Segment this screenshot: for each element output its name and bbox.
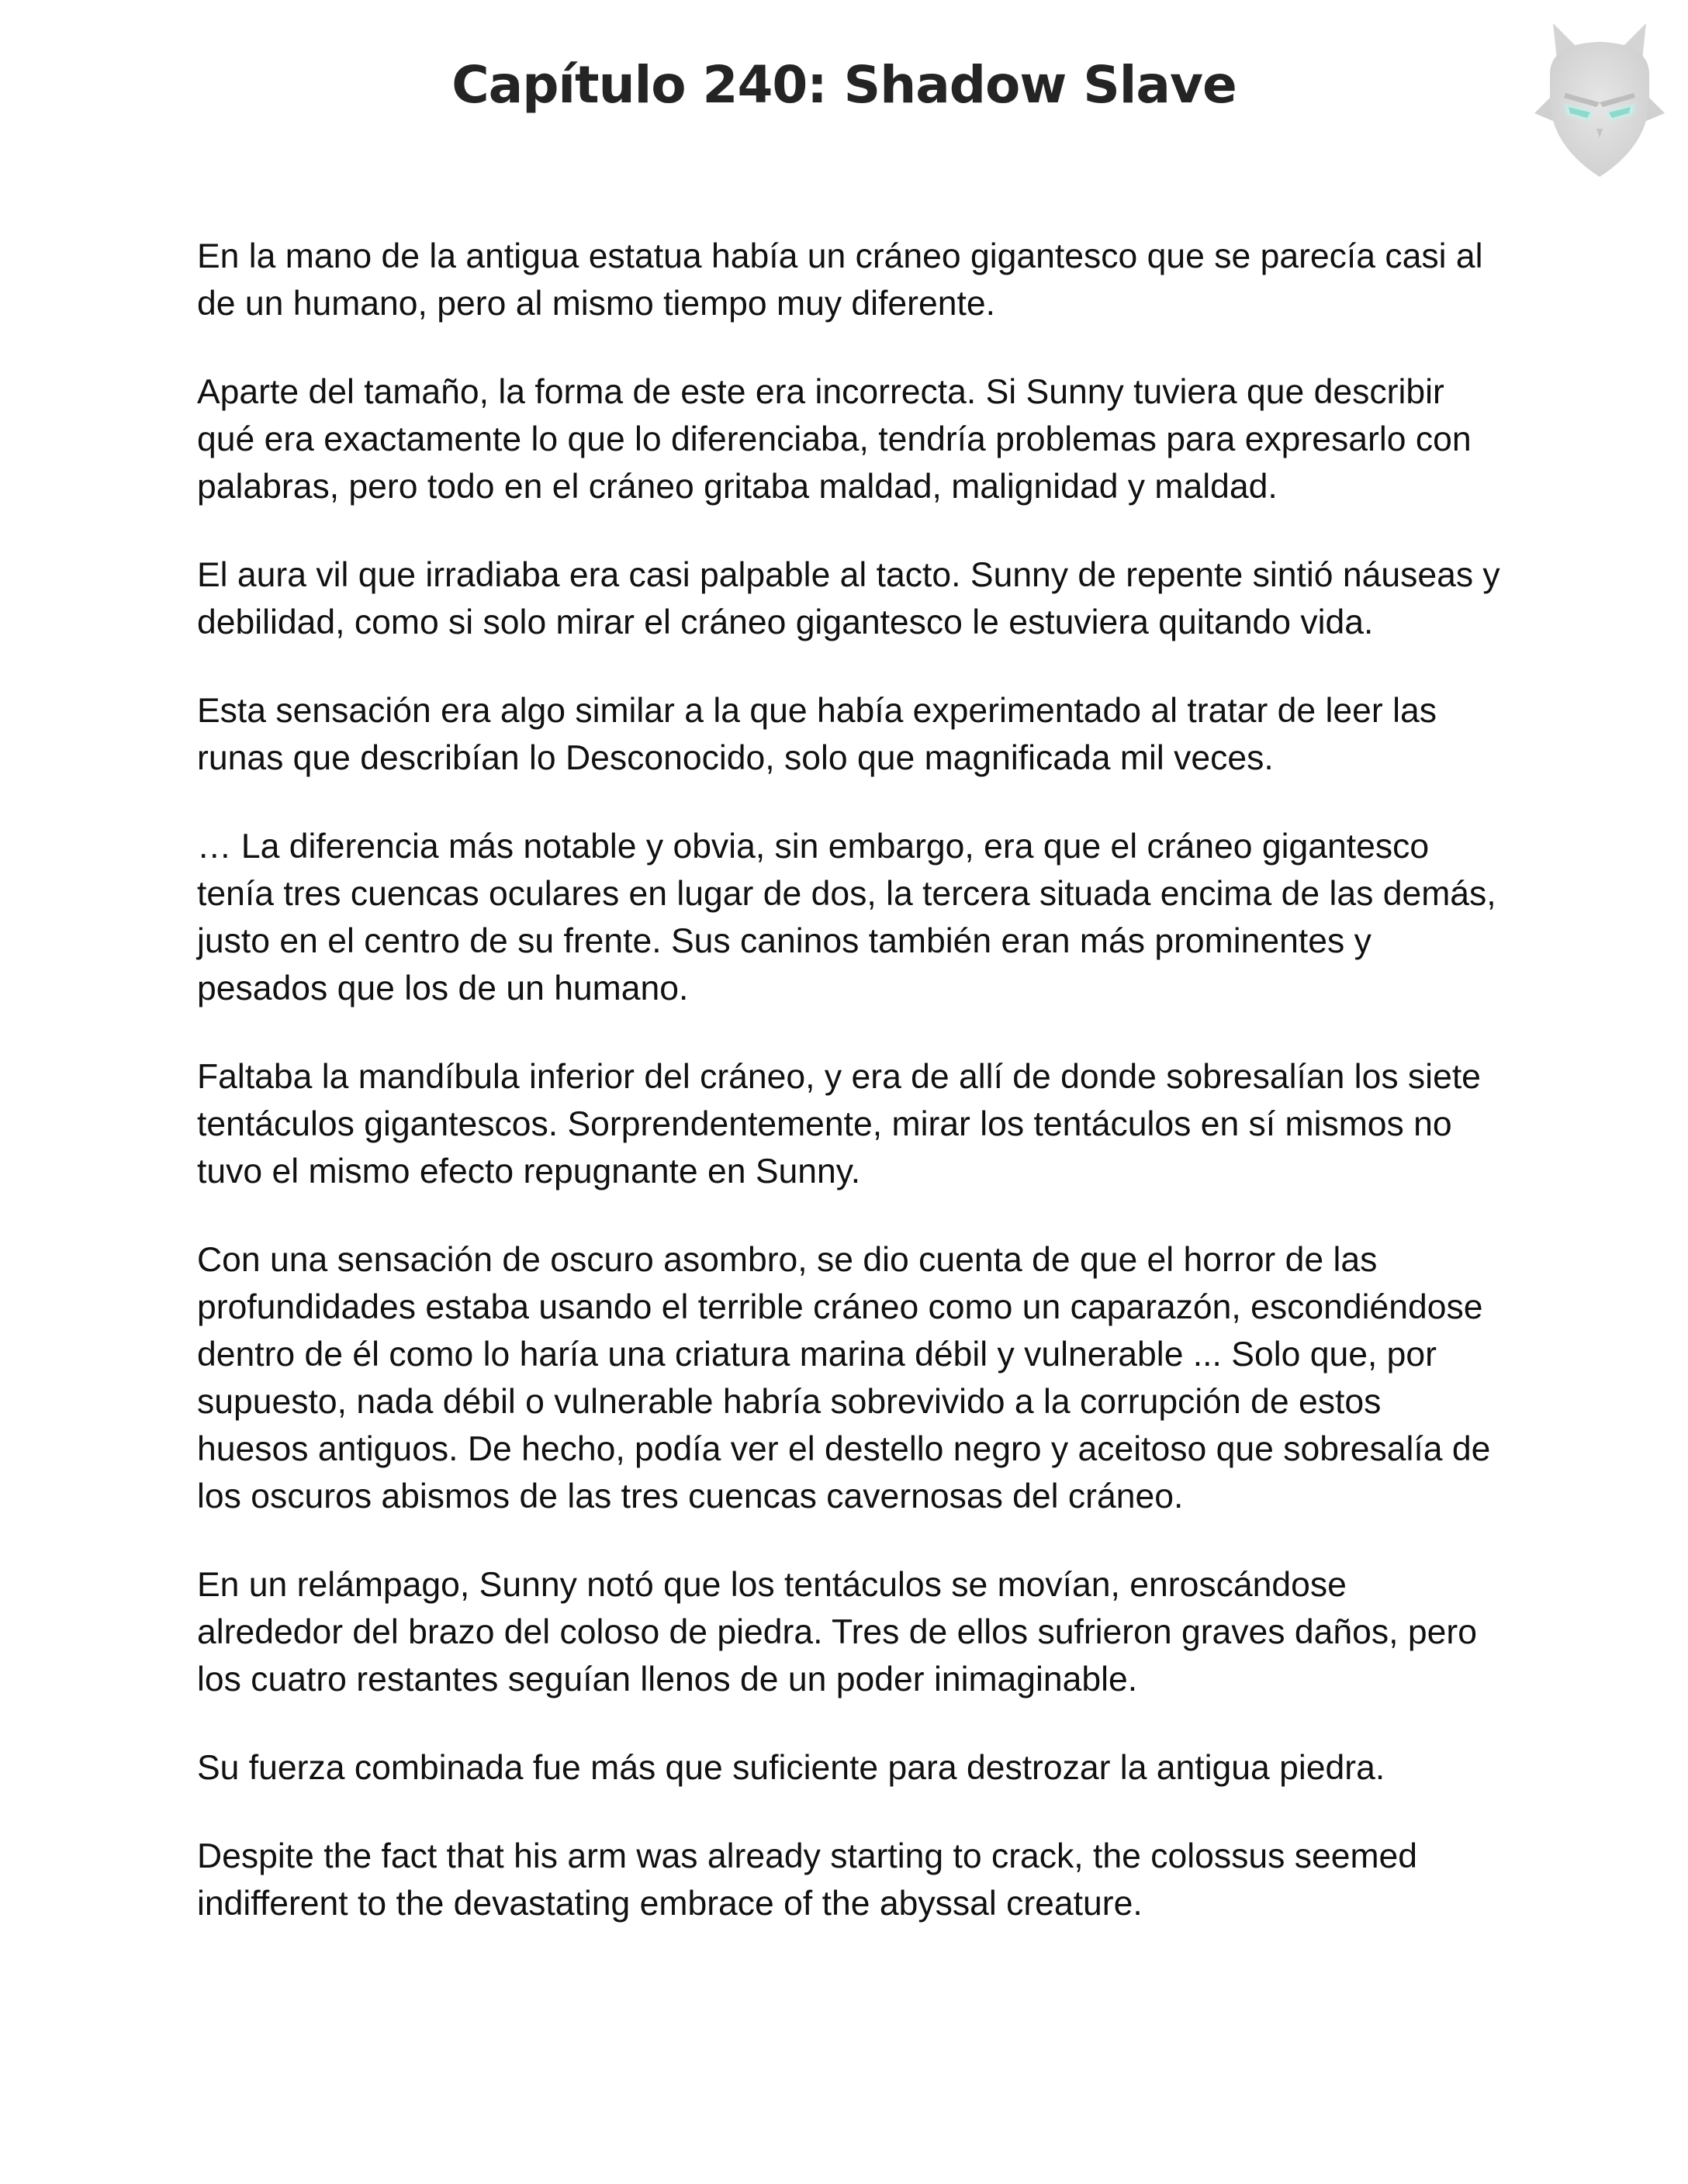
paragraph-8: En un relámpago, Sunny notó que los tentáculos se movían, enroscándose alrededor del brazo del coloso de piedra. Tres de ellos sufrieron graves daños, pero los cuatro restantes seguían llenos de un poder inimaginable. bbox=[197, 1566, 1477, 1698]
paragraph-3: El aura vil que irradiaba era casi palpable al tacto. Sunny de repente sintió náuseas y debilidad, como si solo mirar el cráneo gigantesco le estuviera quitando vida. bbox=[197, 556, 1500, 641]
demon-head-icon bbox=[1527, 12, 1672, 192]
paragraph-4: Esta sensación era algo similar a la que había experimentado al tratar de leer las runas que describían lo Desconocido, solo que magnificada mil veces. bbox=[197, 692, 1437, 777]
page-title: Capítulo 240: Shadow Slave bbox=[451, 55, 1237, 115]
paragraph-9: Su fuerza combinada fue más que suficiente para destrozar la antigua piedra. bbox=[197, 1749, 1385, 1787]
paragraph-7: Con una sensación de oscuro asombro, se dio cuenta de que el horror de las profundidades estaba usando el terrible cráneo como un caparazón, escondiéndose dentro de él como lo haría una criatura marina débil y vulnerable ... Solo que, por supuesto, nada débil o vulnerable habría sobrevivido a la corrupción de estos huesos antiguos. De hecho, podía ver el destello negro y aceitoso que sobresalía de los oscuros abismos de las tres cuencas cavernosas del cráneo. bbox=[197, 1241, 1491, 1515]
paragraph-1: En la mano de la antigua estatua había un cráneo gigantesco que se parecía casi al de un humano, pero al mismo tiempo muy diferente. bbox=[197, 237, 1483, 323]
paragraph-10: Despite the fact that his arm was already starting to crack, the colossus seemed indifferent to the devastating embrace of the abyssal creature. bbox=[197, 1837, 1418, 1923]
paragraph-6: Faltaba la mandíbula inferior del cráneo, y era de allí de donde sobresalían los siete tentáculos gigantescos. Sorprendentemente, mirar los tentáculos en sí mismos no tuvo el mismo efecto repugnante en Sunny. bbox=[197, 1058, 1481, 1190]
article-body bbox=[197, 233, 1500, 1968]
paragraph-2: Aparte del tamaño, la forma de este era incorrecta. Si Sunny tuviera que describir qué era exactamente lo que lo diferenciaba, tendría problemas para expresarlo con palabras, pero todo en el cráneo gritaba maldad, malignidad y maldad. bbox=[197, 373, 1472, 506]
paragraph-5: … La diferencia más notable y obvia, sin embargo, era que el cráneo gigantesco tenía tres cuencas oculares en lugar de dos, la tercera situada encima de las demás, justo en el centro de su frente. Sus caninos también eran más prominentes y pesados que los de un humano. bbox=[197, 828, 1496, 1007]
